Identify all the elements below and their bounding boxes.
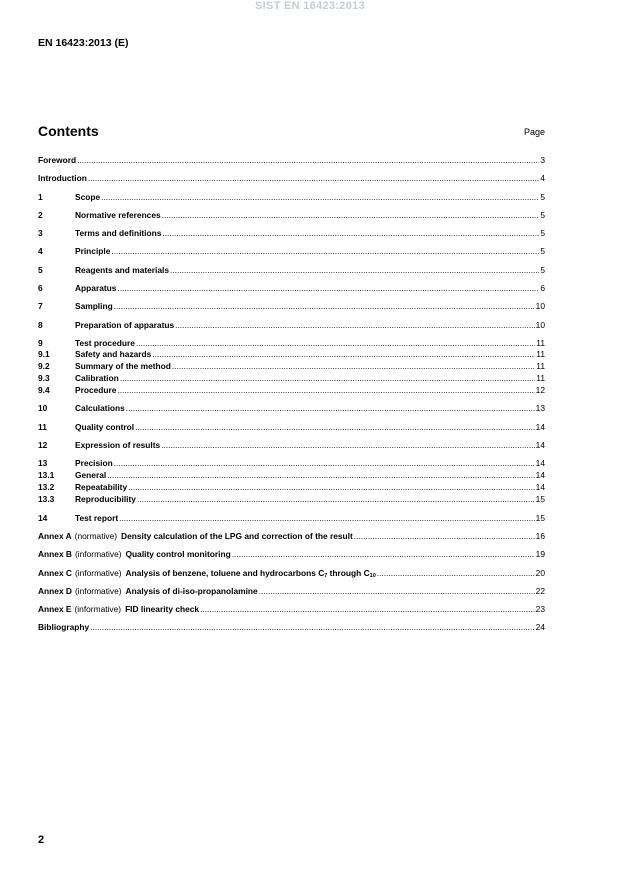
toc-title: Preparation of apparatus [75, 320, 175, 330]
leader-dots [137, 494, 535, 505]
toc-number: 13.3 [38, 494, 55, 504]
toc-annex-a[interactable] [38, 531, 545, 542]
toc-page: 12 [535, 385, 545, 395]
toc-page: 10 [535, 301, 545, 311]
toc-page: 11 [536, 361, 545, 371]
toc-entry-5[interactable] [38, 265, 545, 276]
toc-title: Normative references [75, 210, 161, 220]
toc-page: 22 [535, 586, 545, 596]
leader-dots [377, 568, 535, 579]
toc-title-part: Analysis of benzene, toluene and hydrocarbons C [125, 568, 325, 578]
page-column-label: Page [523, 127, 545, 137]
leader-dots [90, 622, 534, 633]
toc-number: 2 [38, 210, 43, 220]
toc-entry-9-2[interactable] [38, 361, 545, 372]
leader-dots [135, 422, 535, 433]
toc-title: Calculations [75, 403, 125, 413]
toc-title: Test procedure [75, 338, 135, 348]
leader-dots [111, 246, 539, 257]
leader-dots [136, 338, 535, 349]
toc-page: 5 [540, 210, 545, 220]
toc-title: Expression of results [75, 440, 161, 450]
toc-title [126, 568, 376, 579]
toc-number: 8 [38, 320, 43, 330]
annex-kind: (informative) [74, 586, 122, 596]
annex-label: Annex A [38, 531, 72, 541]
toc-page: 15 [535, 494, 545, 504]
toc-number: 5 [38, 265, 43, 275]
toc-page: 5 [540, 228, 545, 238]
toc-number: 7 [38, 301, 43, 311]
toc-entry-9-4[interactable] [38, 385, 545, 396]
toc-title: Reproducibility [75, 494, 136, 504]
document-id: EN 16423:2013 (E) [38, 37, 129, 49]
toc-title-part: through C [327, 568, 370, 578]
toc-page: 16 [535, 531, 545, 541]
leader-dots [354, 531, 535, 542]
leader-dots [117, 283, 539, 294]
toc-title: Procedure [75, 385, 117, 395]
toc-entry-foreword[interactable] [38, 155, 545, 166]
leader-dots [172, 361, 535, 372]
leader-dots [170, 265, 539, 276]
toc-page: 4 [540, 173, 545, 183]
toc-page: 3 [540, 155, 545, 165]
toc-title: Safety and hazards [75, 349, 152, 359]
toc-entry-4[interactable] [38, 246, 545, 257]
toc-entry-12[interactable] [38, 440, 545, 451]
toc-entry-3[interactable] [38, 228, 545, 239]
toc-page: 23 [535, 604, 545, 614]
toc-title: Summary of the method [75, 361, 171, 371]
toc-title: Test report [75, 513, 119, 523]
toc-page: 24 [535, 622, 545, 632]
leader-dots [162, 210, 540, 221]
toc-title: Principle [75, 246, 111, 256]
toc-title: Apparatus [75, 283, 117, 293]
toc-entry-13-3[interactable] [38, 494, 545, 505]
toc-entry-9-1[interactable] [38, 349, 545, 360]
toc-page: 14 [535, 470, 545, 480]
leader-dots [101, 192, 539, 203]
toc-entry-10[interactable] [38, 403, 545, 414]
toc-page: 19 [535, 549, 545, 559]
leader-dots [107, 470, 534, 481]
toc-title: Foreword [38, 155, 77, 165]
toc-number: 9 [38, 338, 43, 348]
toc-number: 13.1 [38, 470, 55, 480]
leader-dots [114, 458, 535, 469]
watermark: SIST EN 16423:2013 [255, 0, 365, 12]
toc-entry-11[interactable] [38, 422, 545, 433]
toc-title: Repeatability [75, 482, 128, 492]
toc-title: General [75, 470, 107, 480]
toc-number: 13.2 [38, 482, 55, 492]
leader-dots [114, 301, 535, 312]
toc-number: 9.2 [38, 361, 50, 371]
toc-number: 9.4 [38, 385, 50, 395]
toc-title: Reagents and materials [75, 265, 170, 275]
toc-page: 5 [540, 192, 545, 202]
toc-page: 5 [540, 246, 545, 256]
toc-number: 6 [38, 283, 43, 293]
toc-entry-14[interactable] [38, 513, 545, 524]
annex-kind: (informative) [74, 568, 122, 578]
subscript: 10 [369, 573, 376, 579]
toc-entry-8[interactable] [38, 320, 545, 331]
toc-number: 9.1 [38, 349, 50, 359]
toc-page: 15 [535, 513, 545, 523]
toc-page: 14 [535, 422, 545, 432]
toc-title: Sampling [75, 301, 113, 311]
toc-entry-13-2[interactable] [38, 482, 545, 493]
toc-number: 3 [38, 228, 43, 238]
toc-page: 13 [535, 403, 545, 413]
toc-page: 14 [535, 482, 545, 492]
toc-annex-e[interactable] [38, 604, 545, 615]
leader-dots [232, 549, 535, 560]
toc-number: 10 [38, 403, 48, 413]
toc-number: 9.3 [38, 373, 50, 383]
leader-dots [200, 604, 535, 615]
toc-number: 1 [38, 192, 43, 202]
toc-page: 5 [540, 265, 545, 275]
leader-dots [88, 173, 539, 184]
toc-title: Terms and definitions [75, 228, 162, 238]
toc-entry-9-3[interactable] [38, 373, 545, 384]
toc-entry-1[interactable] [38, 192, 545, 203]
toc-number: 14 [38, 513, 48, 523]
toc-page: 14 [535, 458, 545, 468]
contents-heading: Contents [38, 123, 99, 139]
leader-dots [77, 155, 539, 166]
toc-annex-d[interactable] [38, 586, 545, 597]
toc-title: Quality control [75, 422, 135, 432]
toc-title: Density calculation of the LPG and correction of the result [121, 531, 353, 541]
leader-dots [162, 228, 539, 239]
toc-annex-c[interactable] [38, 568, 545, 579]
leader-dots [152, 349, 535, 360]
toc-title: Analysis of di-iso-propanolamine [125, 586, 258, 596]
leader-dots [117, 385, 534, 396]
annex-kind: (informative) [74, 604, 122, 614]
annex-label: Annex B [38, 549, 72, 559]
toc-number: 12 [38, 440, 48, 450]
leader-dots [161, 440, 534, 451]
leader-dots [126, 403, 535, 414]
toc-entry-6[interactable] [38, 283, 545, 294]
toc-page: 6 [540, 283, 545, 293]
annex-label: Annex D [38, 586, 72, 596]
toc-entry-13[interactable] [38, 458, 545, 469]
toc-entry-9[interactable] [38, 338, 545, 349]
toc-title: Quality control monitoring [125, 549, 231, 559]
annex-kind: (informative) [74, 549, 122, 559]
toc-page: 11 [536, 349, 545, 359]
toc-entry-introduction[interactable] [38, 173, 545, 184]
toc-title: Introduction [38, 173, 87, 183]
toc-page: 14 [535, 440, 545, 450]
toc-title: Precision [75, 458, 113, 468]
leader-dots [259, 586, 535, 597]
toc-entry-2[interactable] [38, 210, 545, 221]
toc-entry-7[interactable] [38, 301, 545, 312]
toc-annex-b[interactable] [38, 549, 545, 560]
toc-number: 11 [38, 422, 47, 432]
toc-title: Bibliography [38, 622, 90, 632]
toc-page: 10 [535, 320, 545, 330]
toc-title: Scope [75, 192, 101, 202]
toc-page: 11 [536, 373, 545, 383]
toc-number: 4 [38, 246, 43, 256]
toc-page: 20 [535, 568, 545, 578]
toc-page: 11 [536, 338, 545, 348]
subscript: 7 [324, 573, 328, 579]
toc-entry-bibliography[interactable] [38, 622, 545, 633]
annex-label: Annex E [38, 604, 72, 614]
leader-dots [128, 482, 535, 493]
leader-dots [175, 320, 535, 331]
toc-number: 13 [38, 458, 48, 468]
annex-label: Annex C [38, 568, 72, 578]
toc-title: FID linearity check [125, 604, 200, 614]
annex-kind: (normative) [74, 531, 118, 541]
toc-title: Calibration [75, 373, 119, 383]
page-number: 2 [38, 834, 45, 846]
leader-dots [120, 373, 536, 384]
toc-entry-13-1[interactable] [38, 470, 545, 481]
leader-dots [119, 513, 535, 524]
